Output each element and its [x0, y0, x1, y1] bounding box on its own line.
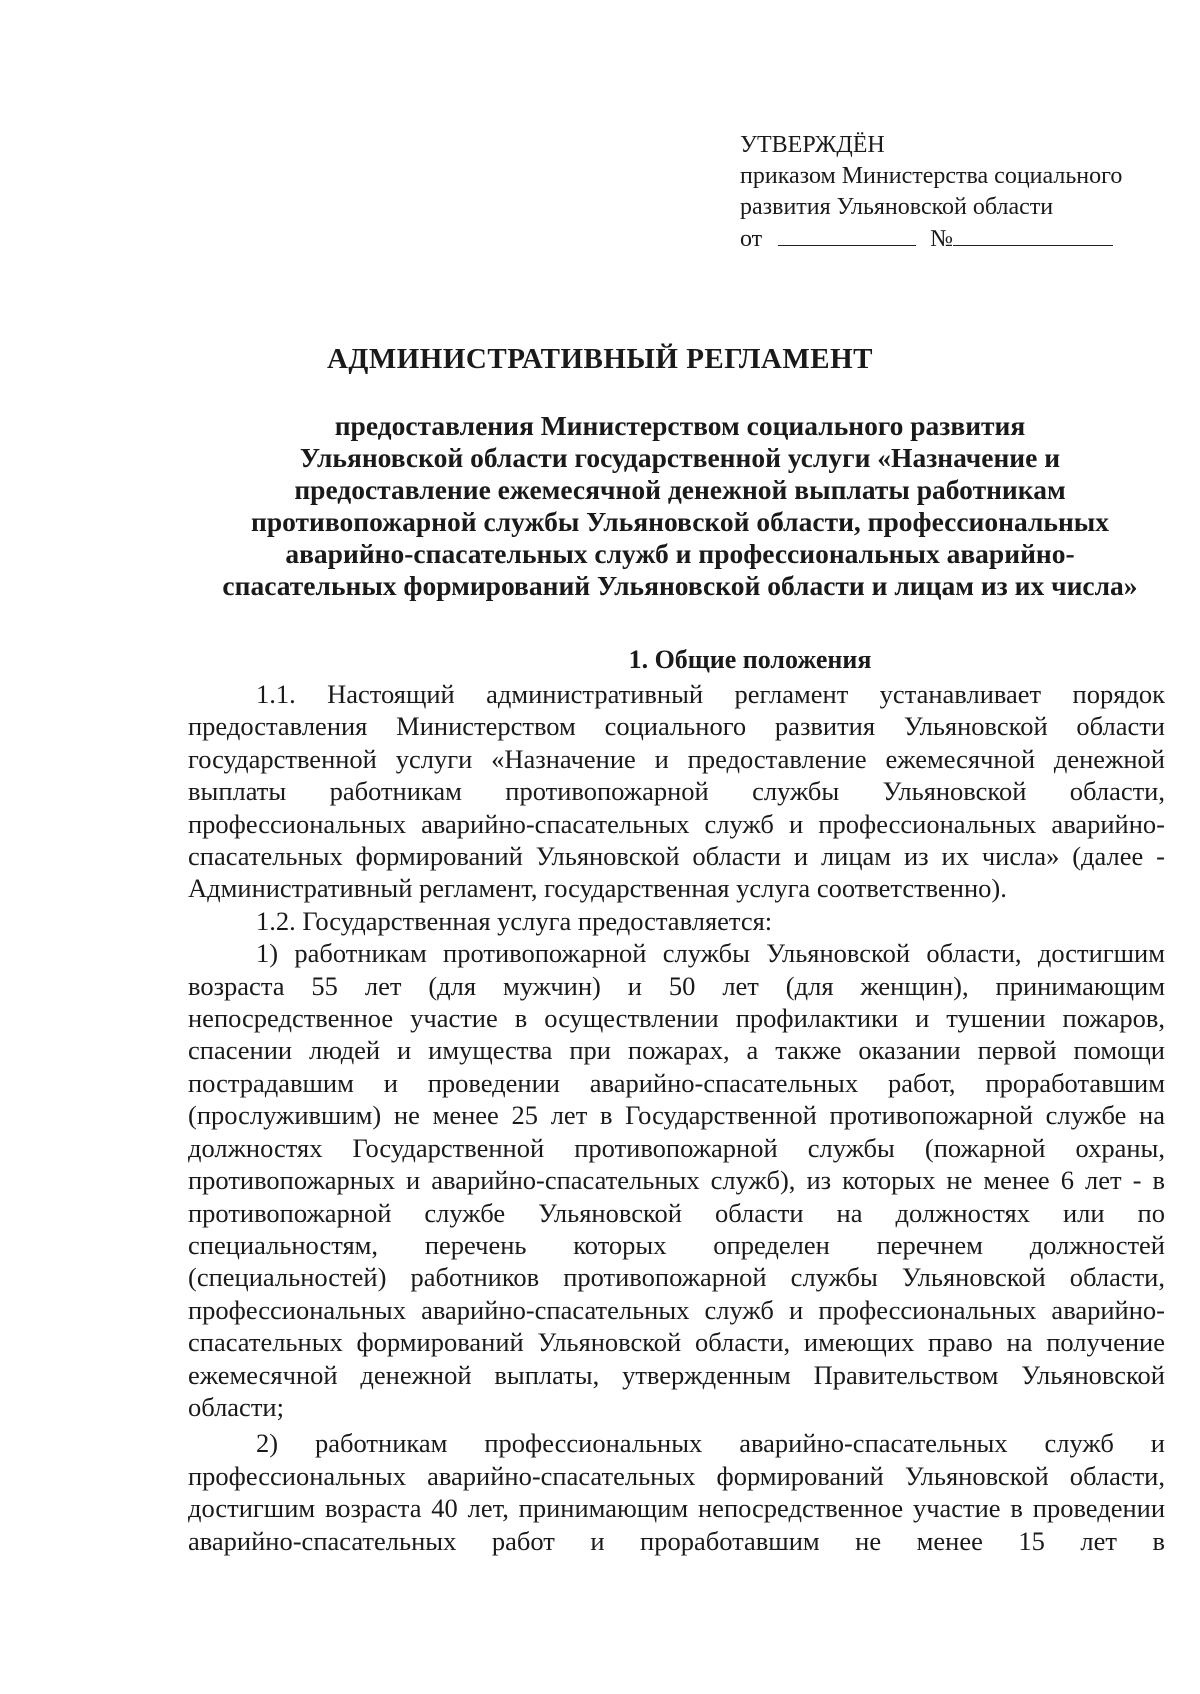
paragraph-1-2: 1.2. Государственная услуга предоставляется: — [256, 905, 773, 936]
list-item-1: 1) работникам противопожарной службы Ульяновской области, достигшим возраста 55 лет (для мужчин) и 50 лет (для женщин), принимающим непосредственное участие в осуществлении профилактики и тушении пожаров, спасении людей и имущества при пожарах, а также оказании первой помощи пострадавшим и проведении аварийно-спасательных работ, проработавшим (прослужившим) не менее 25 лет в Государственной противопожарной службе на должностях Государственной противопожарной службы (пожарной охраны, противопожарных и аварийно-спасательных служб), из которых не менее 6 лет - в противопожарной службе Ульяновской области на должностях или по специальностям, перечень которых определен перечнем должностей (специальностей) работников противопожарной службы Ульяновской области, профессиональных аварийно-спасательных служб и профессиональных аварийно-спасательных формирований Ульяновской области, имеющих право на получение ежемесячной денежной выплаты, утвержденным Правительством Ульяновской области; — [188, 938, 1165, 1422]
subtitle-line: противопожарной службы Ульяновской области, профессиональных — [250, 506, 1110, 537]
approval-number-label: № — [930, 226, 954, 252]
number-blank-line — [953, 223, 1113, 246]
approval-line-2: развития Ульяновской области — [740, 194, 1054, 220]
subtitle-line: предоставление ежемесячной денежной выплаты работникам — [294, 474, 1066, 505]
document-title: АДМИНИСТРАТИВНЫЙ РЕГЛАМЕНТ — [326, 343, 873, 375]
section-heading: 1. Общие положения — [628, 645, 872, 674]
subtitle-line: спасательных формирований Ульяновской области и лицам из их числа» — [222, 570, 1138, 601]
approval-from-label: от — [740, 226, 763, 252]
approval-stamp — [740, 130, 1140, 255]
subtitle-line: предоставления Министерством социального развития — [334, 410, 1026, 441]
approval-date-number — [740, 223, 1140, 255]
subtitle-line: аварийно-спасательных служб и профессиональных аварийно- — [285, 538, 1075, 569]
paragraph-1-1: 1.1. Настоящий административный регламент устанавливает порядок предоставления Министерством социального развития Ульяновской области государственной услуги «Назначение и предоставление ежемесячной денежной выплаты работникам противопожарной службы Ульяновской области, профессиональных аварийно-спасательных служб и профессиональных аварийно-спасательных формирований Ульяновской области и лицам из их числа» (далее - Административный регламент, государственная услуга соответственно). — [188, 679, 1165, 904]
approval-line-1: приказом Министерства социального — [740, 163, 1123, 189]
document-body — [188, 678, 1165, 1557]
approval-heading: УТВЕРЖДЁН — [740, 132, 885, 158]
list-item-2: 2) работникам профессиональных аварийно-спасательных служб и профессиональных аварийно-спасательных формирований Ульяновской области, достигшим возраста 40 лет, принимающим непосредственное участие в проведении аварийно-спасательных работ и проработавшим не менее 15 лет в — [188, 1428, 1165, 1556]
document-subtitle — [210, 410, 1150, 602]
subtitle-line: Ульяновской области государственной услуги «Назначение и — [299, 442, 1061, 473]
date-blank-line — [778, 223, 916, 246]
